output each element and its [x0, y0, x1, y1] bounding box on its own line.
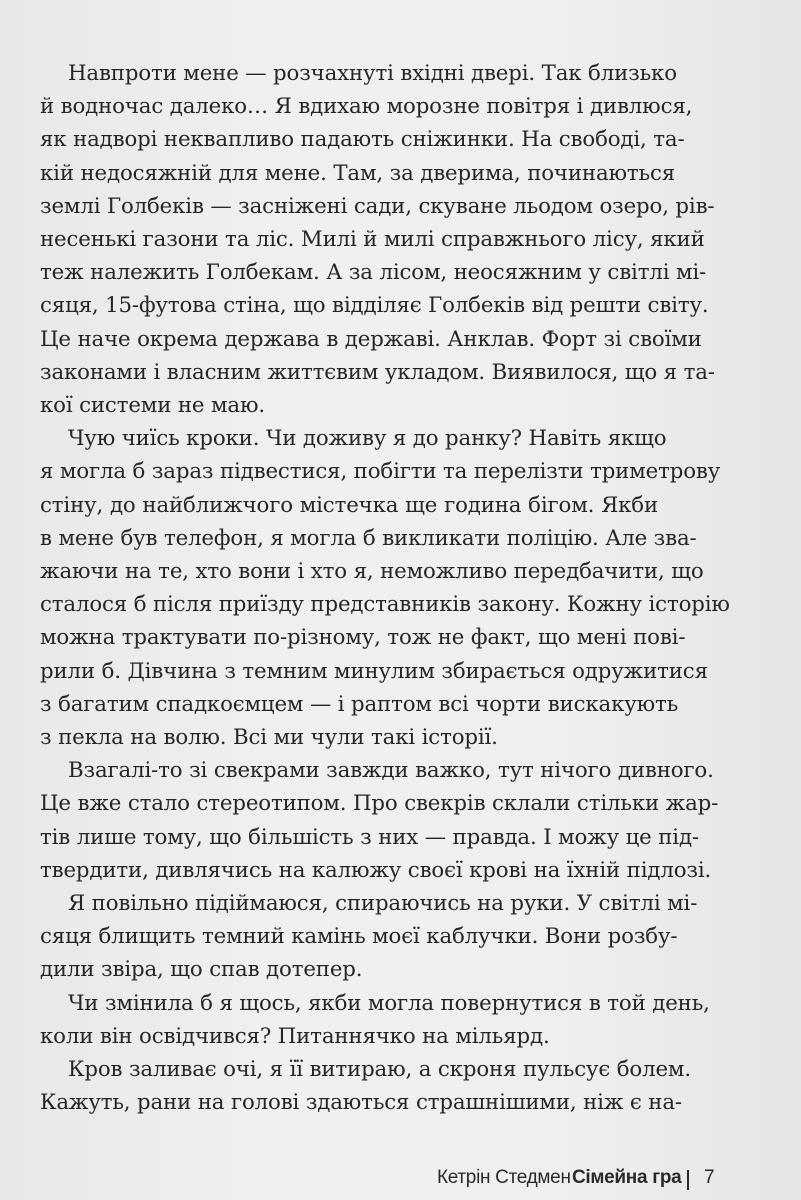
text-line: Чи змінила б я щось, якби могла повернутися в той день, [68, 990, 710, 1016]
text-line: сяця, 15-футова стіна, що відділяє Голбеків від решти світу. [40, 293, 709, 319]
footer-separator [687, 1170, 689, 1190]
text-line: жаючи на те, хто вони і хто я, неможливо передбачити, що [40, 559, 704, 584]
text-line: коли він освідчився? Питаннячко на мільярд. [40, 1023, 550, 1049]
text-line: кої системи не маю. [40, 393, 265, 418]
text-line: Кажуть, рани на голові здаються страшнішими, ніж є на- [40, 1090, 682, 1116]
text-line: сяця блищить темний камінь моєї каблучки. Вони розбу- [40, 924, 678, 950]
text-line: в мене був телефон, я могла б викликати поліцію. Але зва- [40, 525, 697, 551]
text-line: Це вже стало стереотипом. Про свекрів склали стільки жар- [40, 791, 719, 817]
text-line: Я повільно підіймаюся, спираючись на руки. У світлі мі- [68, 891, 698, 916]
text-line: твердити, дивлячись на калюжу своєї крові на їхній підлозі. [40, 857, 712, 883]
text-line: несенькі газони та ліс. Милі й милі справжнього лісу, який [40, 227, 705, 252]
text-line: законами і власним життєвим укладом. Виявилося, що я та- [40, 359, 715, 385]
text-line: стіну, до найближчого містечка ще година бігом. Якби [40, 492, 658, 518]
text-line: сталося б після приїзду представників закону. Кожну історію [40, 592, 730, 618]
text-line: землі Голбеків — засніжені сади, скуване льодом озеро, рів- [40, 193, 715, 219]
text-line: Навпроти мене — розчахнуті вхідні двері. Так близько [68, 61, 677, 86]
page-number: 7 [704, 1167, 715, 1188]
text-line: я могла б зараз підвестися, побігти та перелізти триметрову [40, 459, 721, 485]
running-footer [0, 1167, 801, 1195]
text-line: Це наче окрема держава в державі. Анклав. Форт зі своїми [40, 326, 702, 352]
text-line: дили звіра, що спав дотепер. [40, 957, 363, 983]
footer-author: Кетрін Стедмен [437, 1167, 571, 1188]
text-line: тів лише тому, що більшість з них — правда. І можу це під- [40, 824, 699, 850]
text-line: Взагалі-то зі свекрами завжди важко, тут нічого дивного. [68, 758, 714, 784]
text-line: можна трактувати по-різному, тож не факт, що мені пові- [40, 625, 686, 651]
text-line: теж належить Голбекам. А за лісом, неосяжним у світлі мі- [40, 260, 707, 286]
footer-book-title: Сімейна гра [572, 1167, 682, 1188]
text-line: з багатим спадкоємцем — і раптом всі чорти вискакують [40, 691, 679, 717]
text-line: з пекла на волю. Всі ми чули такі історії. [40, 725, 498, 750]
text-line: Чую чиїсь кроки. Чи доживу я до ранку? Навіть якщо [68, 426, 667, 452]
text-line: Кров заливає очі, я її витираю, а скроня пульсує болем. [68, 1057, 691, 1082]
text-line: рили б. Дівчина з темним минулим збирається одружитися [40, 658, 708, 684]
text-line: кій недосяжній для мене. Там, за дверима, починаються [40, 160, 676, 186]
text-line: й водночас далеко… Я вдихаю морозне повітря і дивлюся, [40, 94, 693, 120]
text-line: як надворі неквапливо падають сніжинки. На свободі, та- [40, 127, 685, 153]
